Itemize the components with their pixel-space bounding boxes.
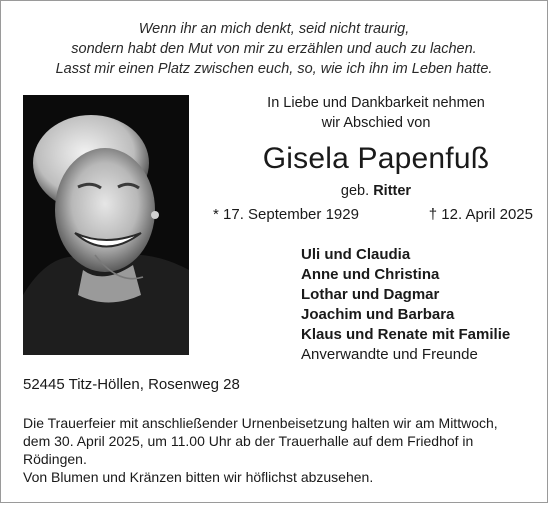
life-dates — [213, 205, 533, 225]
poem-line: sondern habt den Mut von mir zu erzählen und auch zu lachen. — [71, 41, 477, 57]
funeral-notice — [23, 414, 533, 486]
farewell-intro — [211, 93, 541, 133]
mourners-list — [301, 245, 510, 365]
mourner-entry: Klaus und Renate mit Familie — [301, 326, 511, 343]
death-date: † 12. April 2025 — [428, 206, 533, 223]
mourner-entry: Joachim und Barbara — [301, 306, 455, 323]
notice-line: dem 30. April 2025, um 11.00 Uhr ab der Trauerhalle auf dem Friedhof in — [23, 433, 474, 449]
memorial-poem — [1, 19, 547, 79]
intro-line: In Liebe und Dankbarkeit nehmen — [267, 95, 485, 111]
mourner-entry: Lothar und Dagmar — [301, 286, 440, 303]
intro-line: wir Abschied von — [321, 115, 431, 131]
maiden-name: Ritter — [373, 183, 412, 199]
poem-line: Wenn ihr an mich denkt, seid nicht traurig, — [138, 21, 410, 37]
poem-line: Lasst mir einen Platz zwischen euch, so, wie ich ihn im Leben hatte. — [55, 61, 493, 77]
notice-line: Die Trauerfeier mit anschließender Urnenbeisetzung halten wir am Mittwoch, — [23, 415, 498, 431]
born-prefix: geb. — [340, 183, 370, 199]
notice-line: Rödingen. — [23, 451, 87, 467]
relatives-line: Anverwandte und Freunde — [301, 346, 478, 363]
birth-date: * 17. September 1929 — [213, 206, 359, 223]
mourner-entry: Uli und Claudia — [301, 246, 411, 263]
portrait-photo — [23, 95, 189, 355]
notice-line: Von Blumen und Kränzen bitten wir höflichst abzusehen. — [23, 469, 374, 485]
portrait-image — [23, 95, 189, 355]
maiden-name-line — [211, 181, 541, 201]
family-address: 52445 Titz-Höllen, Rosenweg 28 — [23, 376, 240, 393]
deceased-name: Gisela Papenfuß — [262, 142, 490, 175]
mourner-entry: Anne und Christina — [301, 266, 440, 283]
